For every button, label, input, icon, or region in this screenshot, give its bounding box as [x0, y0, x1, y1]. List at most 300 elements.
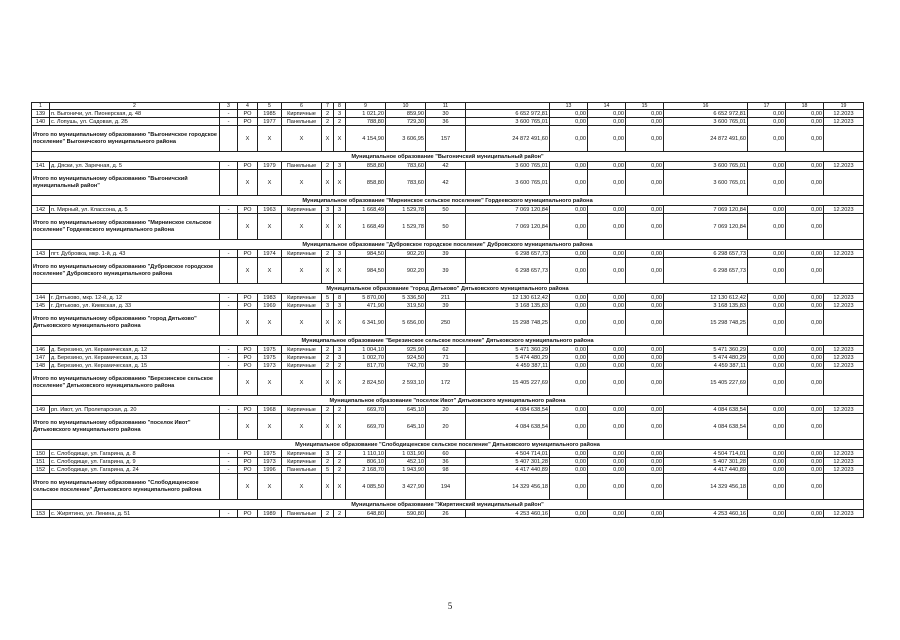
table-cell: 0,00	[626, 162, 664, 170]
table-cell: 3	[334, 162, 346, 170]
table-cell: 172	[426, 370, 466, 396]
table-cell: X	[238, 414, 258, 440]
table-cell: 0,00	[786, 170, 824, 196]
table-cell: 0,00	[748, 414, 786, 440]
subtotal-label: Итого по муниципальному образованию "город Дятьково" Дятьковского муниципального района	[32, 310, 220, 336]
table-cell: п. Мирный, ул. Классона, д. 5	[50, 206, 220, 214]
table-cell: 7 069 120,84	[466, 214, 550, 240]
table-row	[32, 250, 864, 258]
table-cell: 0,00	[550, 250, 588, 258]
table-cell: 5	[322, 466, 334, 474]
table-cell: 1974	[258, 250, 282, 258]
table-cell: X	[258, 258, 282, 284]
table-cell: X	[334, 258, 346, 284]
table-cell: -	[220, 458, 238, 466]
table-cell: 24 872 491,60	[664, 126, 748, 152]
table-cell	[824, 126, 864, 152]
table-cell: 0,00	[748, 126, 786, 152]
table-cell: 788,80	[346, 118, 386, 126]
table-cell: 98	[426, 466, 466, 474]
table-cell: 20	[426, 406, 466, 414]
table-cell: 146	[32, 346, 50, 354]
table-cell: 0,00	[588, 370, 626, 396]
table-cell: 1 668,49	[346, 206, 386, 214]
table-cell: 0,00	[748, 466, 786, 474]
table-cell: 211	[426, 294, 466, 302]
table-cell: X	[282, 414, 322, 440]
table-cell: X	[334, 474, 346, 500]
table-cell: 3 600 765,01	[664, 170, 748, 196]
table-cell: 149	[32, 406, 50, 414]
table-cell: 0,00	[550, 458, 588, 466]
table-cell: 12.2023	[824, 110, 864, 118]
column-number: 14	[588, 103, 626, 110]
table-cell: 2 593,10	[386, 370, 426, 396]
table-cell: 0,00	[786, 414, 824, 440]
table-cell: 50	[426, 214, 466, 240]
table-cell: 6 298 657,73	[664, 250, 748, 258]
table-cell: 0,00	[588, 214, 626, 240]
table-cell: 4 459 387,11	[466, 362, 550, 370]
section-heading-row	[32, 284, 864, 294]
table-cell: 15 405 227,69	[664, 370, 748, 396]
table-cell: 0,00	[748, 206, 786, 214]
table-cell: 0,00	[786, 354, 824, 362]
table-cell: X	[238, 126, 258, 152]
table-cell: 2	[322, 162, 334, 170]
table-cell: -	[220, 346, 238, 354]
table-cell: 14 329 456,18	[664, 474, 748, 500]
table-cell: 50	[426, 206, 466, 214]
subtotal-label: Итого по муниципальному образованию "Слободищенское сельское поселение" Дятьковского муниципального района	[32, 474, 220, 500]
table-cell: 3	[322, 206, 334, 214]
table-cell: 669,70	[346, 414, 386, 440]
column-number	[466, 103, 550, 110]
table-cell: 5	[322, 294, 334, 302]
table-cell: 12.2023	[824, 302, 864, 310]
table-cell: 2	[334, 406, 346, 414]
table-cell: 858,80	[346, 170, 386, 196]
table-cell: РО	[238, 162, 258, 170]
table-cell: 1 110,10	[346, 450, 386, 458]
table-cell: 0,00	[786, 510, 824, 518]
subtotal-label: Итого по муниципальному образованию "Выгоничский муниципальный район"	[32, 170, 220, 196]
housing-repair-table	[31, 102, 864, 518]
table-cell: 0,00	[786, 126, 824, 152]
table-cell: 0,00	[748, 118, 786, 126]
table-cell: 0,00	[588, 450, 626, 458]
table-cell: РО	[238, 406, 258, 414]
table-cell: 1996	[258, 466, 282, 474]
table-cell: 1977	[258, 118, 282, 126]
table-cell: 5 471 360,29	[664, 346, 748, 354]
table-cell: 0,00	[588, 310, 626, 336]
table-cell: 0,00	[588, 354, 626, 362]
column-number: 4	[238, 103, 258, 110]
table-cell: 4 084 638,54	[466, 406, 550, 414]
table-cell: 0,00	[550, 354, 588, 362]
table-cell: 0,00	[786, 362, 824, 370]
table-cell: 4 084 638,54	[664, 414, 748, 440]
table-cell: 0,00	[550, 126, 588, 152]
table-cell: 0,00	[588, 406, 626, 414]
table-cell: 24 872 491,60	[466, 126, 550, 152]
table-cell: 12.2023	[824, 118, 864, 126]
table-cell: 0,00	[550, 110, 588, 118]
table-cell: РО	[238, 110, 258, 118]
table-cell: -	[220, 162, 238, 170]
table-cell: X	[322, 258, 334, 284]
column-number: 8	[334, 103, 346, 110]
table-cell: Кирпичные	[282, 302, 322, 310]
table-cell: 3 168 135,83	[466, 302, 550, 310]
table-cell: 925,90	[386, 346, 426, 354]
table-cell: X	[238, 370, 258, 396]
table-body	[32, 103, 864, 518]
table-cell: 60	[426, 450, 466, 458]
column-number: 17	[748, 103, 786, 110]
table-cell: 3 600 765,01	[466, 118, 550, 126]
table-cell: 141	[32, 162, 50, 170]
column-number: 7	[322, 103, 334, 110]
table-cell: 7 069 120,84	[664, 214, 748, 240]
table-cell: 0,00	[588, 110, 626, 118]
table-cell: 859,90	[386, 110, 426, 118]
table-cell: д. Березино, ул. Керамическая, д. 12	[50, 346, 220, 354]
table-cell: 4 417 440,89	[466, 466, 550, 474]
table-cell: 1973	[258, 362, 282, 370]
table-cell: 0,00	[626, 250, 664, 258]
table-row	[32, 206, 864, 214]
table-cell: Кирпичные	[282, 206, 322, 214]
table-cell: 0,00	[550, 510, 588, 518]
table-cell: X	[334, 126, 346, 152]
table-cell: 5 407 301,28	[664, 458, 748, 466]
table-cell: 783,60	[386, 162, 426, 170]
table-cell: 4 084 638,54	[466, 414, 550, 440]
table-cell: 71	[426, 354, 466, 362]
column-number: 19	[824, 103, 864, 110]
table-cell	[220, 258, 238, 284]
table-cell: с. Слободище, ул. Гагарина, д. 24	[50, 466, 220, 474]
table-cell: 0,00	[786, 162, 824, 170]
table-cell: РО	[238, 206, 258, 214]
table-cell: РО	[238, 302, 258, 310]
table-cell: 250	[426, 310, 466, 336]
table-cell: 0,00	[626, 170, 664, 196]
table-cell: 0,00	[748, 354, 786, 362]
table-cell: X	[322, 414, 334, 440]
table-cell: 3 168 135,83	[664, 302, 748, 310]
table-cell: X	[282, 170, 322, 196]
table-cell: X	[334, 370, 346, 396]
section-heading-row	[32, 196, 864, 206]
table-cell: 0,00	[588, 170, 626, 196]
table-cell: 4 459 387,11	[664, 362, 748, 370]
table-cell: 3	[322, 302, 334, 310]
section-heading-row	[32, 336, 864, 346]
table-cell: 1968	[258, 406, 282, 414]
table-cell: пгт. Дубровка, мкр. 1-й, д. 43	[50, 250, 220, 258]
table-cell: 984,50	[346, 250, 386, 258]
table-cell: 140	[32, 118, 50, 126]
table-cell: 0,00	[588, 258, 626, 284]
table-cell: 2	[334, 450, 346, 458]
table-cell	[220, 126, 238, 152]
table-cell: 2	[322, 362, 334, 370]
table-cell: 39	[426, 302, 466, 310]
table-cell: 6 298 657,73	[466, 250, 550, 258]
table-cell: 0,00	[550, 346, 588, 354]
table-cell: 4 253 460,16	[664, 510, 748, 518]
table-cell: г. Дятьково, ул. Киевская, д. 33	[50, 302, 220, 310]
table-cell: -	[220, 362, 238, 370]
table-cell: 0,00	[588, 302, 626, 310]
table-cell: 1989	[258, 510, 282, 518]
table-cell: РО	[238, 466, 258, 474]
column-number: 16	[664, 103, 748, 110]
table-cell: 0,00	[786, 406, 824, 414]
table-cell: 3	[334, 110, 346, 118]
table-cell: -	[220, 510, 238, 518]
table-cell: 1975	[258, 450, 282, 458]
table-row	[32, 406, 864, 414]
table-cell: 2	[334, 510, 346, 518]
table-cell: 0,00	[588, 294, 626, 302]
table-cell	[220, 214, 238, 240]
table-cell: 2	[322, 250, 334, 258]
table-cell: X	[282, 474, 322, 500]
table-cell: X	[258, 170, 282, 196]
table-cell: X	[238, 214, 258, 240]
table-cell: 145	[32, 302, 50, 310]
subtotal-row	[32, 414, 864, 440]
table-cell: X	[282, 258, 322, 284]
table-row	[32, 346, 864, 354]
table-cell: РО	[238, 354, 258, 362]
table-row	[32, 110, 864, 118]
table-row	[32, 362, 864, 370]
table-cell: 0,00	[748, 302, 786, 310]
table-cell: 1 002,70	[346, 354, 386, 362]
table-cell: 3 600 765,01	[466, 162, 550, 170]
table-cell: 39	[426, 250, 466, 258]
section-heading-row	[32, 152, 864, 162]
table-cell: 2	[322, 458, 334, 466]
table-cell: 0,00	[626, 214, 664, 240]
table-cell: 2	[322, 118, 334, 126]
column-number: 9	[346, 103, 386, 110]
table-cell: 2	[334, 118, 346, 126]
table-cell: 0,00	[588, 362, 626, 370]
subtotal-label: Итого по муниципальному образованию "Березинское сельское поселение" Дятьковского муниципального района	[32, 370, 220, 396]
table-cell: 0,00	[588, 458, 626, 466]
table-cell: X	[334, 414, 346, 440]
table-cell: 0,00	[786, 258, 824, 284]
table-cell: 3	[334, 250, 346, 258]
table-cell: 0,00	[748, 510, 786, 518]
table-cell: 0,00	[626, 118, 664, 126]
table-cell: 12.2023	[824, 162, 864, 170]
table-cell	[220, 310, 238, 336]
column-number: 3	[220, 103, 238, 110]
table-cell: Панельные	[282, 466, 322, 474]
table-cell: -	[220, 406, 238, 414]
table-cell: 15 405 227,69	[466, 370, 550, 396]
table-cell: 12.2023	[824, 458, 864, 466]
table-cell: д. Березино, ул. Керамическая, д. 15	[50, 362, 220, 370]
table-cell: 0,00	[748, 310, 786, 336]
table-cell: 2	[334, 362, 346, 370]
table-row	[32, 510, 864, 518]
table-cell: 0,00	[626, 370, 664, 396]
subtotal-label: Итого по муниципальному образованию "поселок Ивот" Дятьковского муниципального района	[32, 414, 220, 440]
table-cell: X	[322, 126, 334, 152]
table-cell: 0,00	[748, 362, 786, 370]
table-cell	[220, 170, 238, 196]
table-cell: 0,00	[626, 294, 664, 302]
table-cell: X	[258, 214, 282, 240]
table-cell	[220, 414, 238, 440]
column-number: 11	[426, 103, 466, 110]
table-cell: X	[334, 170, 346, 196]
table-cell: 20	[426, 414, 466, 440]
table-cell: X	[238, 474, 258, 500]
table-cell: 902,20	[386, 250, 426, 258]
table-cell: 0,00	[748, 110, 786, 118]
table-cell: 0,00	[550, 370, 588, 396]
table-cell: 0,00	[550, 118, 588, 126]
table-cell: Кирпичные	[282, 294, 322, 302]
section-heading: Муниципальное образование "Березинское сельское поселение" Дятьковского муниципального района	[32, 336, 864, 346]
table-cell: 1983	[258, 294, 282, 302]
table-cell: 0,00	[550, 162, 588, 170]
table-cell: РО	[238, 118, 258, 126]
table-cell: 858,80	[346, 162, 386, 170]
table-cell: X	[282, 370, 322, 396]
table-cell: 4 504 714,01	[466, 450, 550, 458]
table-cell: 30	[426, 110, 466, 118]
table-cell: 0,00	[626, 406, 664, 414]
table-cell: 1 031,90	[386, 450, 426, 458]
table-cell: 0,00	[588, 162, 626, 170]
table-cell: 0,00	[748, 346, 786, 354]
table-cell: 0,00	[588, 206, 626, 214]
table-row	[32, 466, 864, 474]
table-row	[32, 450, 864, 458]
table-cell: 0,00	[748, 458, 786, 466]
table-cell: 3 600 765,01	[466, 170, 550, 196]
subtotal-row	[32, 310, 864, 336]
table-cell: 12.2023	[824, 510, 864, 518]
table-cell: X	[258, 310, 282, 336]
table-cell: РО	[238, 250, 258, 258]
table-cell: 4 417 440,89	[664, 466, 748, 474]
table-cell: 0,00	[550, 302, 588, 310]
table-row	[32, 294, 864, 302]
table-cell: 0,00	[786, 214, 824, 240]
table-cell: 0,00	[786, 466, 824, 474]
table-cell: 12.2023	[824, 466, 864, 474]
table-cell	[824, 258, 864, 284]
table-cell: 729,30	[386, 118, 426, 126]
table-cell: п. Выгоничи, ул. Пионерская, д. 48	[50, 110, 220, 118]
table-cell: 14 329 456,18	[466, 474, 550, 500]
table-cell: 0,00	[550, 414, 588, 440]
table-cell: Кирпичные	[282, 346, 322, 354]
table-cell: 2	[334, 458, 346, 466]
table-cell	[220, 370, 238, 396]
table-cell: с. Жирятино, ул. Ленина, д. 51	[50, 510, 220, 518]
table-cell: 0,00	[786, 458, 824, 466]
table-cell: 0,00	[748, 214, 786, 240]
table-cell: 12.2023	[824, 206, 864, 214]
table-cell: РО	[238, 510, 258, 518]
table-cell: 1 668,49	[346, 214, 386, 240]
table-cell: 783,60	[386, 170, 426, 196]
table-cell: РО	[238, 450, 258, 458]
table-row	[32, 162, 864, 170]
table-cell: X	[322, 170, 334, 196]
table-cell: 4 154,90	[346, 126, 386, 152]
table-cell: 0,00	[748, 162, 786, 170]
table-cell: 1973	[258, 458, 282, 466]
table-cell: 5 474 480,29	[466, 354, 550, 362]
table-cell: 0,00	[748, 450, 786, 458]
table-cell: -	[220, 110, 238, 118]
table-cell: Кирпичные	[282, 450, 322, 458]
table-cell: 39	[426, 258, 466, 284]
table-cell: 1963	[258, 206, 282, 214]
table-cell: РО	[238, 294, 258, 302]
table-cell: 0,00	[550, 206, 588, 214]
table-cell: 2	[322, 110, 334, 118]
table-cell: 42	[426, 170, 466, 196]
section-heading-row	[32, 500, 864, 510]
table-cell: Кирпичные	[282, 362, 322, 370]
table-cell: X	[238, 258, 258, 284]
table-cell: с. Лопушь, ул. Садовая, д. 2Б	[50, 118, 220, 126]
table-cell: 817,70	[346, 362, 386, 370]
table-cell: 15 298 748,25	[664, 310, 748, 336]
table-cell: Панельные	[282, 118, 322, 126]
table-cell: 2	[322, 510, 334, 518]
table-cell: 3 600 765,01	[664, 118, 748, 126]
section-heading-row	[32, 240, 864, 250]
table-cell: 0,00	[550, 310, 588, 336]
table-cell: 471,90	[346, 302, 386, 310]
table-cell: 5 471 360,29	[466, 346, 550, 354]
subtotal-row	[32, 474, 864, 500]
table-cell: 139	[32, 110, 50, 118]
table-cell: 7 069 120,84	[664, 206, 748, 214]
subtotal-label: Итого по муниципальному образованию "Выгоничское городское поселение" Выгоничского муниципального района	[32, 126, 220, 152]
table-cell: X	[282, 310, 322, 336]
table-cell: с. Слободище, ул. Гагарина, д. 8	[50, 450, 220, 458]
table-cell: 7 069 120,84	[466, 206, 550, 214]
table-cell: X	[238, 310, 258, 336]
table-cell	[824, 310, 864, 336]
table-cell: 5 656,00	[386, 310, 426, 336]
section-heading: Муниципальное образование "Жирятинский муниципальный район"	[32, 500, 864, 510]
page-number: 5	[447, 601, 453, 611]
table-cell: 153	[32, 510, 50, 518]
table-cell: 0,00	[550, 466, 588, 474]
table-cell: 1975	[258, 346, 282, 354]
table-cell: 3	[334, 302, 346, 310]
table-cell	[220, 474, 238, 500]
table-cell: 144	[32, 294, 50, 302]
